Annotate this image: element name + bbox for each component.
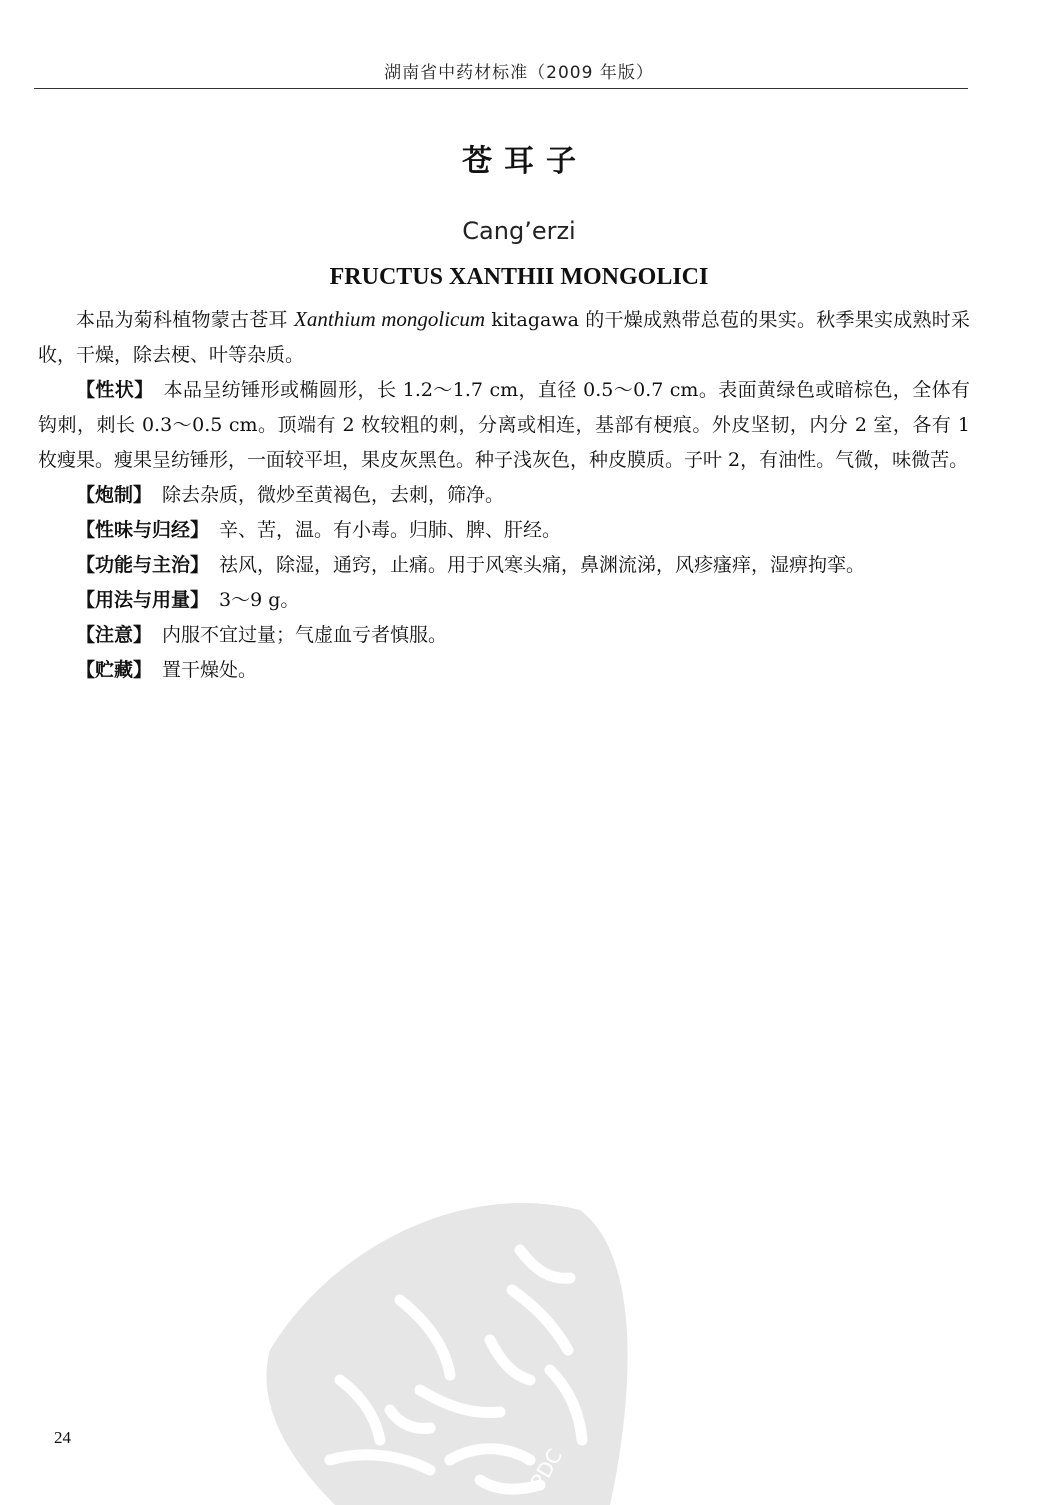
- seal-watermark: [250, 1160, 630, 1505]
- header-rule: [34, 88, 968, 89]
- section-label: 【性味与归经】: [76, 519, 210, 541]
- intro-text-after: kitagawa 的干燥成熟带总苞的果实。秋季果实成熟时采收，干燥，除去梗、叶等杂质。: [38, 309, 970, 366]
- section-property-meridian: [38, 513, 970, 548]
- intro-paragraph: [38, 302, 970, 373]
- section-text: 辛、苦，温。有小毒。归肺、脾、肝经。: [219, 519, 562, 541]
- section-label: 【功能与主治】: [76, 554, 210, 576]
- section-text: 除去杂质，微炒至黄褐色，去刺，筛净。: [162, 484, 505, 506]
- section-label: 【性状】: [76, 379, 154, 401]
- section-text: 本品呈纺锤形或椭圆形，长 1.2～1.7 cm，直径 0.5～0.7 cm。表面黄绿色或暗棕色，全体有钩刺，刺长 0.3～0.5 cm。顶端有 2 枚较粗的刺，分离或相连，基部有梗痕。外皮坚韧，内分 2 室，各有 1 枚瘦果。瘦果呈纺锤形，一面较平坦，果皮灰黑色。种子浅灰色，种皮膜质。子叶 2，有油性。气微，味微苦。: [38, 379, 970, 471]
- section-functions: [38, 548, 970, 583]
- section-text: 置干燥处。: [162, 659, 258, 681]
- watermark-text: PDC: [525, 1444, 568, 1493]
- section-label: 【贮藏】: [76, 659, 153, 681]
- section-text: 内服不宜过量；气虚血亏者慎服。: [162, 624, 448, 646]
- section-label: 【炮制】: [76, 484, 153, 506]
- entry-latin-name: FRUCTUS XANTHII MONGOLICI: [329, 264, 709, 290]
- section-dosage: [38, 583, 970, 618]
- section-label: 【用法与用量】: [76, 589, 210, 611]
- section-storage: [38, 653, 970, 688]
- species-name: Xanthium mongolicum: [294, 307, 486, 331]
- section-description: [38, 373, 970, 478]
- section-text: 3～9 g。: [219, 589, 300, 611]
- section-processing: [38, 478, 970, 513]
- section-label: 【注意】: [76, 624, 153, 646]
- entry-body: [38, 302, 970, 688]
- intro-text-before: 本品为菊科植物蒙古苍耳: [76, 309, 295, 331]
- section-caution: [38, 618, 970, 653]
- entry-title: 苍耳子: [462, 144, 588, 179]
- entry-pinyin: Cang’erzi: [462, 217, 576, 245]
- running-header: 湖南省中药材标准（2009 年版）: [384, 63, 654, 83]
- page-number: 24: [54, 1428, 71, 1447]
- section-text: 祛风，除湿，通窍，止痛。用于风寒头痛，鼻渊流涕，风疹瘙痒，湿痹拘挛。: [219, 554, 866, 576]
